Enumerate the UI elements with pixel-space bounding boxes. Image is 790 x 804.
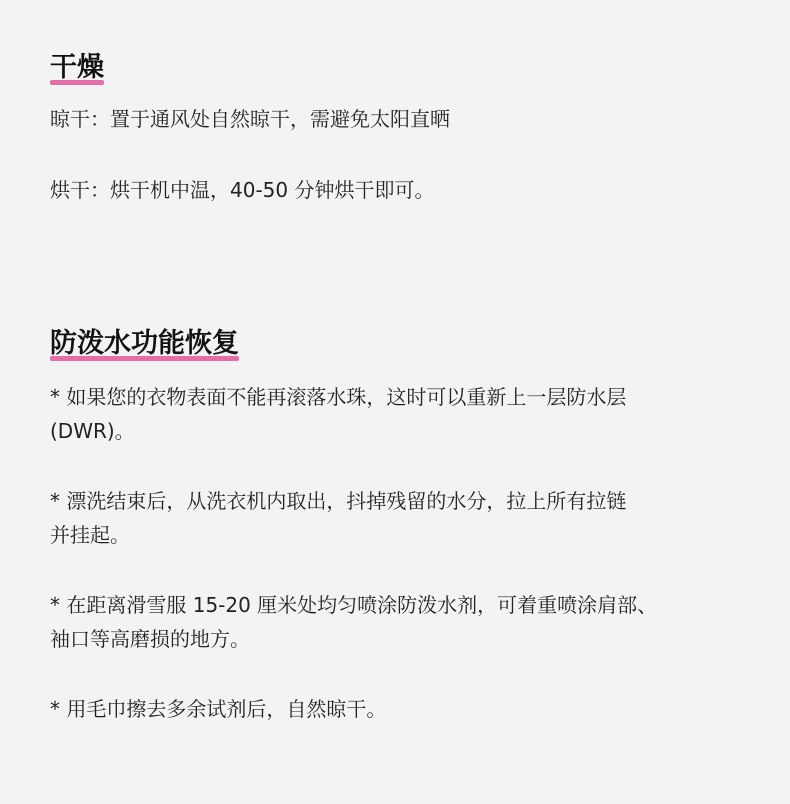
dwr-step-rinse: * 漂洗结束后，从洗衣机内取出，抖掉残留的水分，拉上所有拉链 并挂起。 [50, 489, 627, 547]
drying-title-text: 干燥 [50, 52, 104, 83]
air-dry-instruction: 晾干：置于通风处自然晾干，需避免太阳直晒 [50, 107, 450, 131]
dwr-step-wipe: * 用毛巾擦去多余试剂后，自然晾干。 [50, 697, 387, 721]
dwr-step-spray: * 在距离滑雪服 15-20 厘米处均匀喷涂防泼水剂，可着重喷涂肩部、 袖口等高磨损的地方。 [50, 593, 658, 651]
dwr-title-text: 防泼水功能恢复 [50, 328, 239, 359]
tumble-dry-instruction: 烘干：烘干机中温，40-50 分钟烘干即可。 [50, 178, 435, 202]
dwr-section-title [50, 326, 239, 362]
dwr-step-reapply: * 如果您的衣物表面不能再滚落水珠，这时可以重新上一层防水层 (DWR)。 [50, 385, 627, 443]
drying-section-title [50, 50, 104, 86]
